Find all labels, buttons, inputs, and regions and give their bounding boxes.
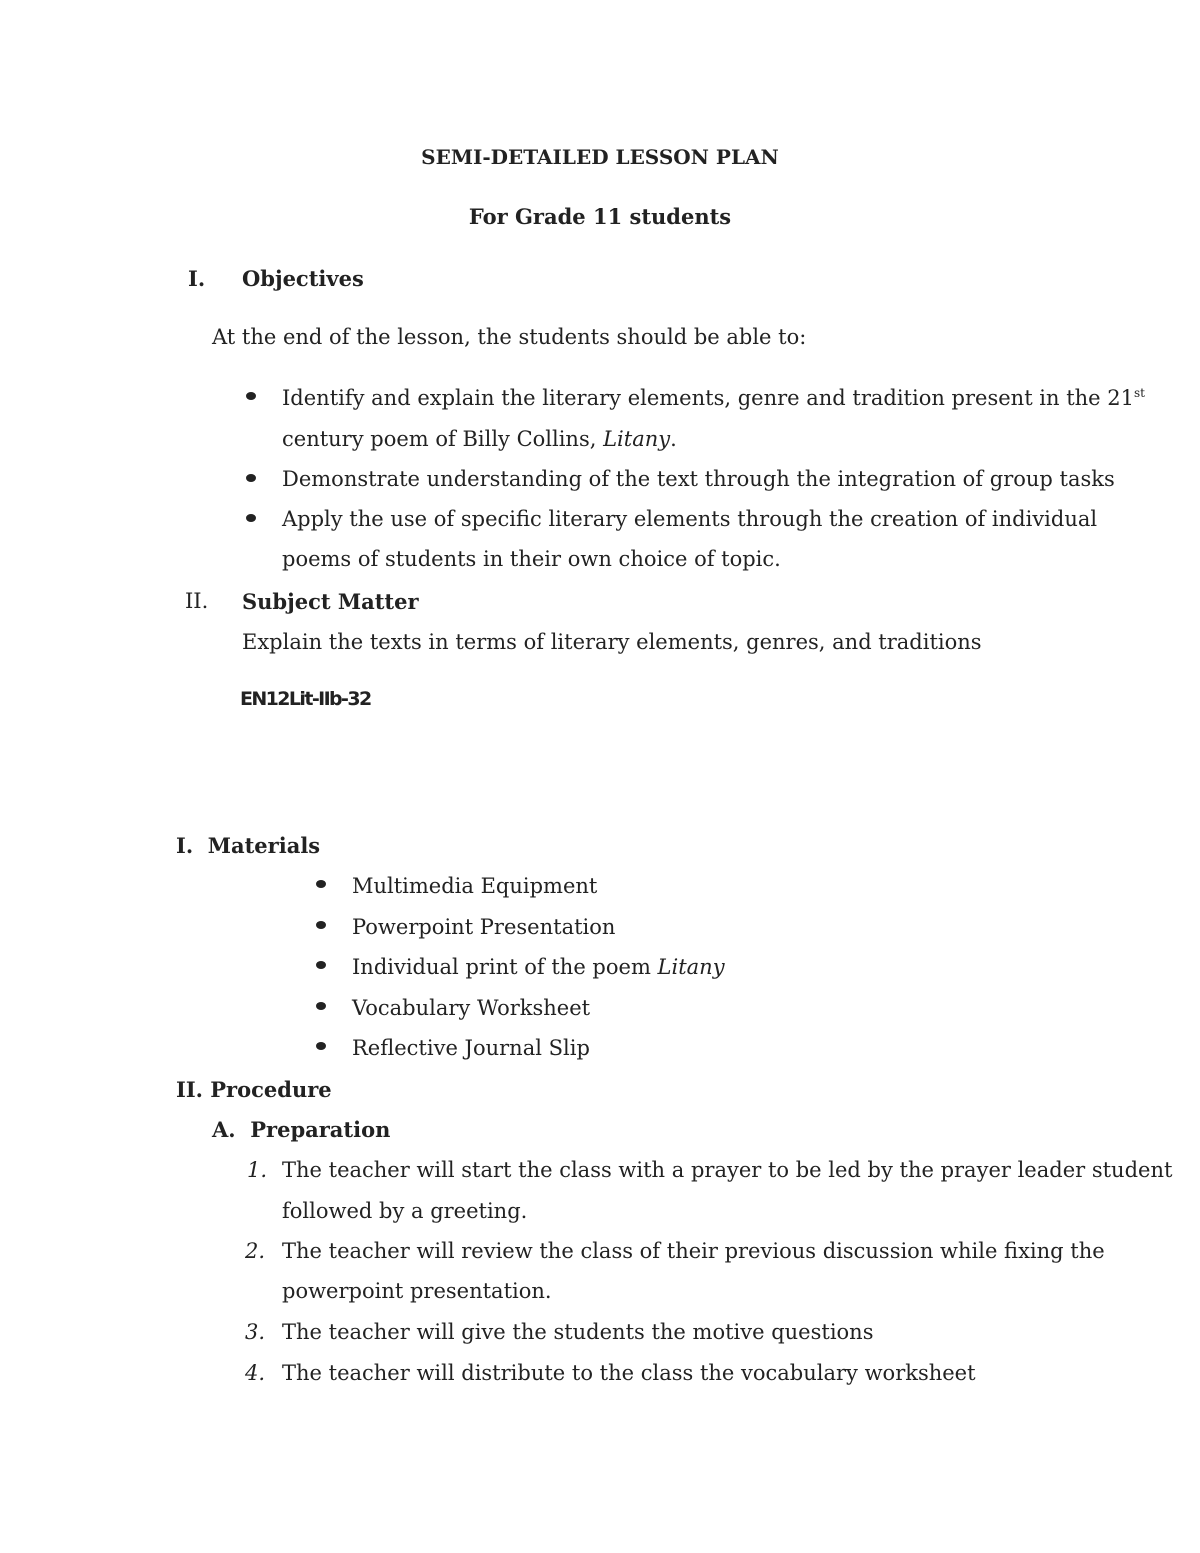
objectives-intro: At the end of the lesson, the students should be able to: [212, 325, 807, 349]
objectives-heading: Objectives [242, 266, 364, 291]
step-4-line1: The teacher will distribute to the class the vocabulary worksheet [282, 1361, 976, 1385]
objective-item-3-line1: Apply the use of specific literary elements through the creation of individual [282, 507, 1098, 531]
step-number: 4. [245, 1361, 266, 1385]
step-3-line1: The teacher will give the students the motive questions [282, 1320, 874, 1344]
bullet-icon [316, 1042, 326, 1050]
subject-matter-numeral: II. [185, 589, 209, 613]
objective-item-1-line2: century poem of Billy Collins, Litany. [282, 427, 677, 451]
procedure-heading: II. Procedure [176, 1077, 332, 1102]
preparation-heading: A. Preparation [212, 1117, 391, 1142]
step-2-line2: powerpoint presentation. [282, 1279, 552, 1303]
step-number: 2. [245, 1239, 266, 1263]
material-item-3: Individual print of the poem Litany [352, 955, 725, 979]
objective-item-2: Demonstrate understanding of the text through the integration of group tasks [282, 467, 1115, 491]
bullet-icon [316, 961, 326, 969]
curriculum-code: EN12Lit-IIb-32 [240, 688, 371, 710]
objectives-numeral: I. [188, 266, 206, 291]
bullet-icon [316, 880, 326, 888]
material-item-1: Multimedia Equipment [352, 874, 598, 898]
page-subtitle: For Grade 11 students [468, 204, 732, 229]
objective-item-1-line1: Identify and explain the literary elements, genre and tradition present in the 21st [282, 386, 1145, 410]
bullet-icon [316, 921, 326, 929]
material-item-4: Vocabulary Worksheet [352, 996, 591, 1020]
material-item-2: Powerpoint Presentation [352, 915, 616, 939]
subject-matter-heading: Subject Matter [242, 589, 419, 614]
material-item-5: Reflective Journal Slip [352, 1036, 590, 1060]
step-2-line1: The teacher will review the class of their previous discussion while fixing the [282, 1239, 1105, 1263]
bullet-icon [246, 514, 256, 522]
page-title: SEMI-DETAILED LESSON PLAN [421, 145, 779, 169]
bullet-icon [246, 392, 256, 400]
materials-heading: I. Materials [176, 833, 321, 858]
bullet-icon [316, 1002, 326, 1010]
step-number: 3. [245, 1320, 266, 1344]
step-1-line1: The teacher will start the class with a prayer to be led by the prayer leader student [282, 1158, 1173, 1182]
step-number: 1. [247, 1158, 268, 1182]
bullet-icon [246, 474, 256, 482]
objective-item-3-line2: poems of students in their own choice of topic. [282, 547, 781, 571]
subject-matter-text: Explain the texts in terms of literary elements, genres, and traditions [242, 630, 982, 654]
step-1-line2: followed by a greeting. [282, 1199, 528, 1223]
